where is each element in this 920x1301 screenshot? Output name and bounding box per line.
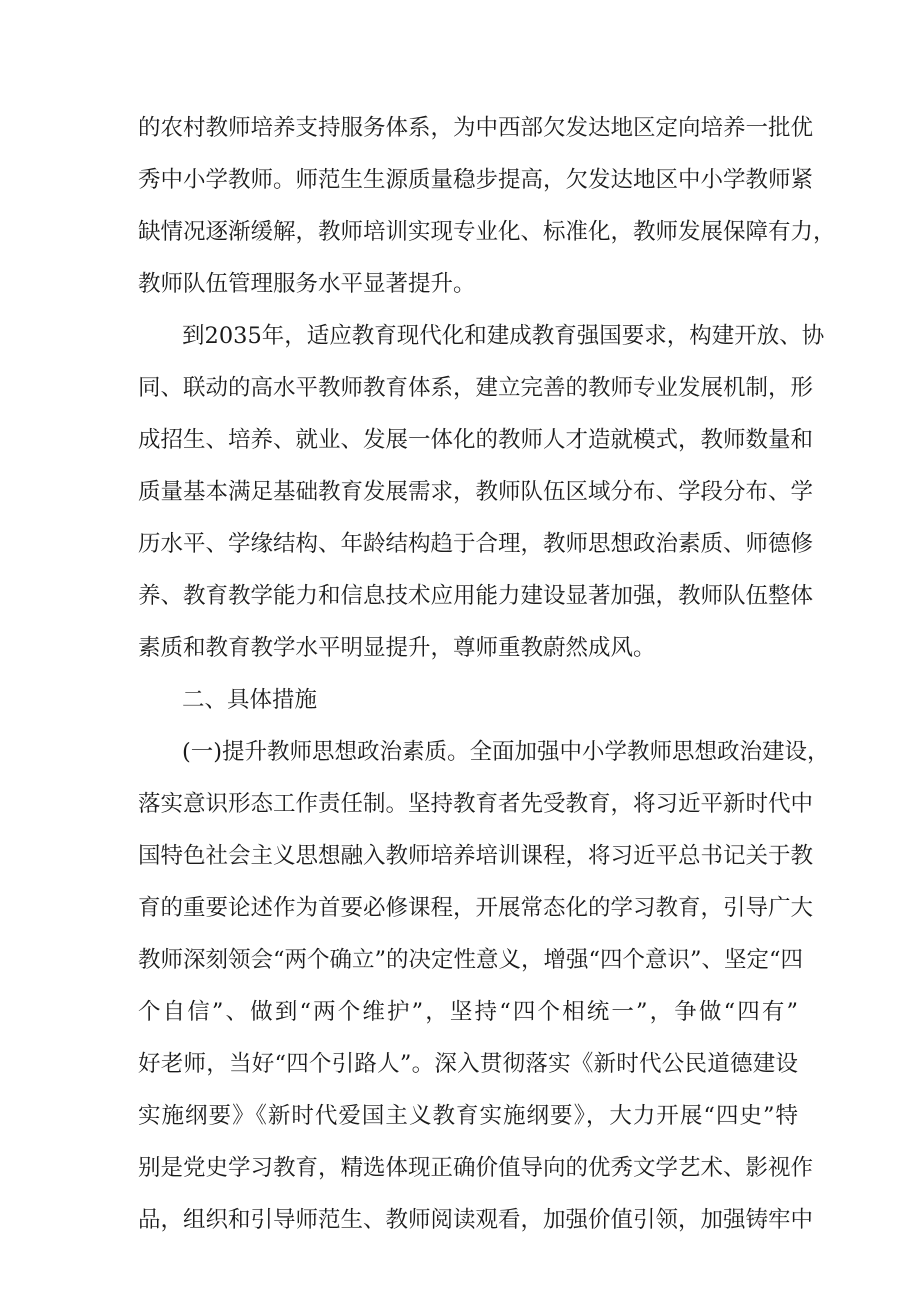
paragraph-line: 好老师，当好“四个引路人”。深入贯彻落实《新时代公民道德建设 (138, 1051, 798, 1077)
paragraph-line: 养、教育教学能力和信息技术应用能力建设显著加强，教师队伍整体 (138, 583, 814, 609)
paragraph-line: 教师队伍管理服务水平显著提升。 (138, 271, 476, 297)
paragraph-line: 秀中小学教师。师范生生源质量稳步提高，欠发达地区中小学教师紧 (138, 167, 814, 193)
paragraph-line: 落实意识形态工作责任制。坚持教育者先受教育，将习近平新时代中 (138, 791, 814, 817)
paragraph-line: 的农村教师培养支持服务体系，为中西部欠发达地区定向培养一批优 (138, 115, 814, 141)
paragraph-line: 个自信”、做到“两个维护”，坚持“四个相统一”，争做“四有” (138, 999, 798, 1025)
paragraph-line: 教师深刻领会“两个确立”的决定性意义，增强“四个意识”、坚定“四 (138, 947, 804, 973)
paragraph-line: (一)提升教师思想政治素质。全面加强中小学教师思想政治建设， (182, 739, 830, 765)
paragraph-line: 成招生、培养、就业、发展一体化的教师人才造就模式，教师数量和 (138, 427, 814, 453)
paragraph-line: 素质和教育教学水平明显提升，尊师重教蔚然成风。 (138, 635, 656, 661)
paragraph-line: 到2035年，适应教育现代化和建成教育强国要求，构建开放、协 (182, 323, 825, 349)
paragraph-line: 育的重要论述作为首要必修课程，开展常态化的学习教育，引导广大 (138, 895, 814, 921)
paragraph-line: 国特色社会主义思想融入教师培养培训课程，将习近平总书记关于教 (138, 843, 814, 869)
paragraph-line: 缺情况逐渐缓解，教师培训实现专业化、标准化，教师发展保障有力， (138, 219, 836, 245)
paragraph-line: 历水平、学缘结构、年龄结构趋于合理，教师思想政治素质、师德修 (138, 531, 814, 557)
paragraph-line: 实施纲要》《新时代爱国主义教育实施纲要》，大力开展“四史”特 (138, 1103, 798, 1129)
paragraph-line: 同、联动的高水平教师教育体系，建立完善的教师专业发展机制，形 (138, 375, 814, 401)
paragraph-line: 质量基本满足基础教育发展需求，教师队伍区域分布、学段分布、学 (138, 479, 814, 505)
paragraph-line: 别是党史学习教育，精选体现正确价值导向的优秀文学艺术、影视作 (138, 1155, 814, 1181)
section-heading: 二、具体措施 (182, 687, 318, 713)
paragraph-line: 品，组织和引导师范生、教师阅读观看，加强价值引领，加强铸牢中 (138, 1207, 814, 1233)
